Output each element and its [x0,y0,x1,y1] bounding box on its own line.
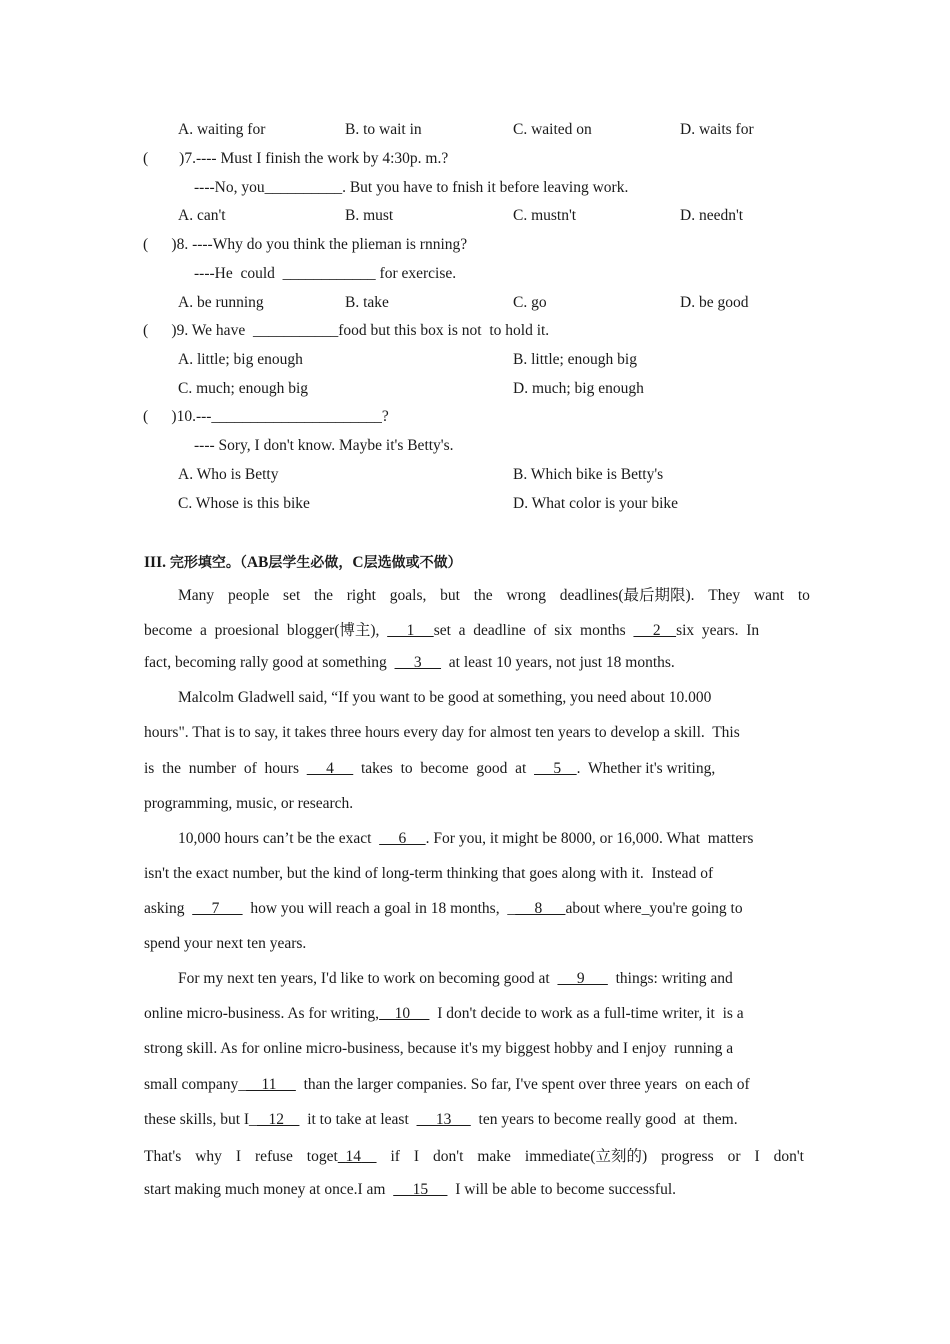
q7-option-c: C. mustn't [513,207,577,224]
para4-line5 [144,1110,804,1130]
text: asking [144,900,193,917]
q7-option-a: A. can't [178,207,226,224]
para3-line1 [178,829,838,849]
text: I don't decide to work as a full-time writer, it is a [429,1005,744,1022]
q10-option-c: C. Whose is this bike [178,495,310,512]
q8-option-c: C. go [513,294,547,311]
para4-line3: strong skill. As for online micro-business, because it's my biggest hobby and I enjoy running a [144,1040,734,1057]
q10-option-a: A. Who is Betty [178,466,279,483]
word: set [283,587,301,604]
section-number: III. [144,554,166,571]
text: ten years to become really good at them. [470,1111,738,1128]
blank-5[interactable]: 5 [534,760,577,777]
q10-option-b: B. Which bike is Betty's [513,466,664,483]
word: I [413,1148,420,1165]
blank-1[interactable]: 1 [387,622,434,639]
word: deadlines(最后期限). [559,587,695,604]
q8-option-b: B. take [345,294,389,311]
text: become a proesional blogger(博主), [144,622,388,639]
q7-option-b: B. must [345,207,394,224]
para4-line6 [144,1147,804,1167]
para1-line1 [178,586,810,606]
section-ab-label: AB [246,554,269,571]
text: For my next ten years, I'd like to work on becoming good at [178,970,558,987]
word: the [314,587,333,604]
word: wrong [506,587,547,604]
para2-line4: programming, music, or research. [144,795,354,812]
q9-option-d: D. much; big enough [513,380,644,397]
q9-option-c: C. much; enough big [178,380,309,397]
text: . Whether it's writing, [576,760,716,777]
section-c-label: C [352,554,364,571]
text: things: writing and [607,970,733,987]
q8-option-d: D. be good [680,294,749,311]
para3-line2: isn't the exact number, but the kind of long-term thinking that goes along with it. Instead of [144,865,714,882]
para4-line2 [144,1004,804,1024]
word: or [727,1148,741,1165]
word: people [227,587,270,604]
text: small company_ [144,1076,247,1093]
q9-stem: ( )9. We have ___________food but this box is not to hold it. [143,322,550,339]
text: 10,000 hours can’t be the exact [178,830,380,847]
blank-13[interactable]: 13 [416,1111,471,1128]
text: these skills, but I_ [144,1111,257,1128]
word: but [440,587,460,604]
text: how you will reach a goal in 18 months, _ [242,900,516,917]
text: it to take at least [299,1111,417,1128]
para3-line3 [144,899,804,919]
word: progress [661,1148,714,1165]
q6-option-d: D. waits for [680,121,754,138]
q7-reply: ----No, you__________. But you have to fnish it before leaving work. [194,179,629,196]
blank-15[interactable]: 15 [393,1181,448,1198]
word: I [754,1148,760,1165]
para2-line1: Malcolm Gladwell said, “If you want to be good at something, you need about 10.000 [178,689,712,706]
word: toget [306,1148,338,1165]
text: takes to become good at [353,760,535,777]
text: at least 10 years, not just 18 months. [441,654,675,671]
para4-line1 [178,969,838,989]
blank-4[interactable]: 4 [306,760,354,777]
text: six years. In [676,622,760,639]
section-title: 完形填空。（ [169,555,247,571]
word: the [473,587,493,604]
word: Many [178,587,215,604]
blank-14[interactable] [338,1148,377,1165]
text: . For you, it might be 8000, or 16,000. What matters [425,830,754,847]
q9-option-a: A. little; big enough [178,351,303,368]
word: if [390,1148,400,1165]
para2-line3 [144,759,804,779]
text: fact, becoming rally good at something [144,654,395,671]
text: I will be able to become successful. [447,1181,677,1198]
word: want [753,587,785,604]
section-title-2: 层学生必做， [268,555,353,571]
word: don't [773,1148,804,1165]
word: right [346,587,376,604]
q8-stem: ( )8. ----Why do you think the plieman is rnning? [143,236,468,253]
blank-6[interactable]: 6 [379,830,426,847]
text: than the larger companies. So far, I've spent over three years on each of [295,1076,750,1093]
para4-line7 [144,1180,804,1200]
word: I [235,1148,242,1165]
q10-reply: ---- Sory, I don't know. Maybe it's Betty's. [194,437,454,454]
word: refuse [254,1148,293,1165]
blank-7[interactable]: 7 [192,900,243,917]
text: set a deadline of six months [433,622,634,639]
para2-line2: hours". That is to say, it takes three hours every day for almost ten years to develop a skill. This [144,724,740,741]
blank-11[interactable]: 11 [246,1076,296,1093]
para4-line4 [144,1075,804,1095]
blank-14-number: 14 [345,1148,362,1165]
q8-option-a: A. be running [178,294,264,311]
q6-option-a: A. waiting for [178,121,266,138]
text: start making much money at once.I am [144,1181,394,1198]
blank-8[interactable]: 8 [515,900,566,917]
section-heading [144,553,462,573]
word: They [708,587,741,604]
word: goals, [389,587,427,604]
para1-line2 [144,621,804,641]
q10-stem: ( )10.---______________________? [143,408,389,425]
blank-10[interactable]: 10 [379,1005,430,1022]
blank-9[interactable]: 9 [557,970,608,987]
blank-3[interactable]: 3 [394,654,442,671]
word: why [195,1148,222,1165]
q10-option-d: D. What color is your bike [513,495,679,512]
q8-reply: ----He could ____________ for exercise. [194,265,457,282]
q7-option-d: D. needn't [680,207,744,224]
section-title-3: 层选做或不做） [363,555,462,571]
q7-stem: ( )7.---- Must I finish the work by 4:30p. m.? [143,150,449,167]
word: make [477,1148,511,1165]
text: online micro-business. As for writing, [144,1005,380,1022]
blank-2[interactable]: 2 [633,622,677,639]
para1-line3 [144,653,804,673]
q6-option-b: B. to wait in [345,121,422,138]
word: That's [144,1148,182,1165]
word: don't [433,1148,464,1165]
text: about where_you're going to [565,900,743,917]
word: immediate(立刻的) [524,1148,648,1165]
word: to [797,587,810,604]
text: is the number of hours [144,760,307,777]
blank-12[interactable]: 12 [256,1111,300,1128]
q9-option-b: B. little; enough big [513,351,637,368]
q6-option-c: C. waited on [513,121,592,138]
para3-line4: spend your next ten years. [144,935,307,952]
